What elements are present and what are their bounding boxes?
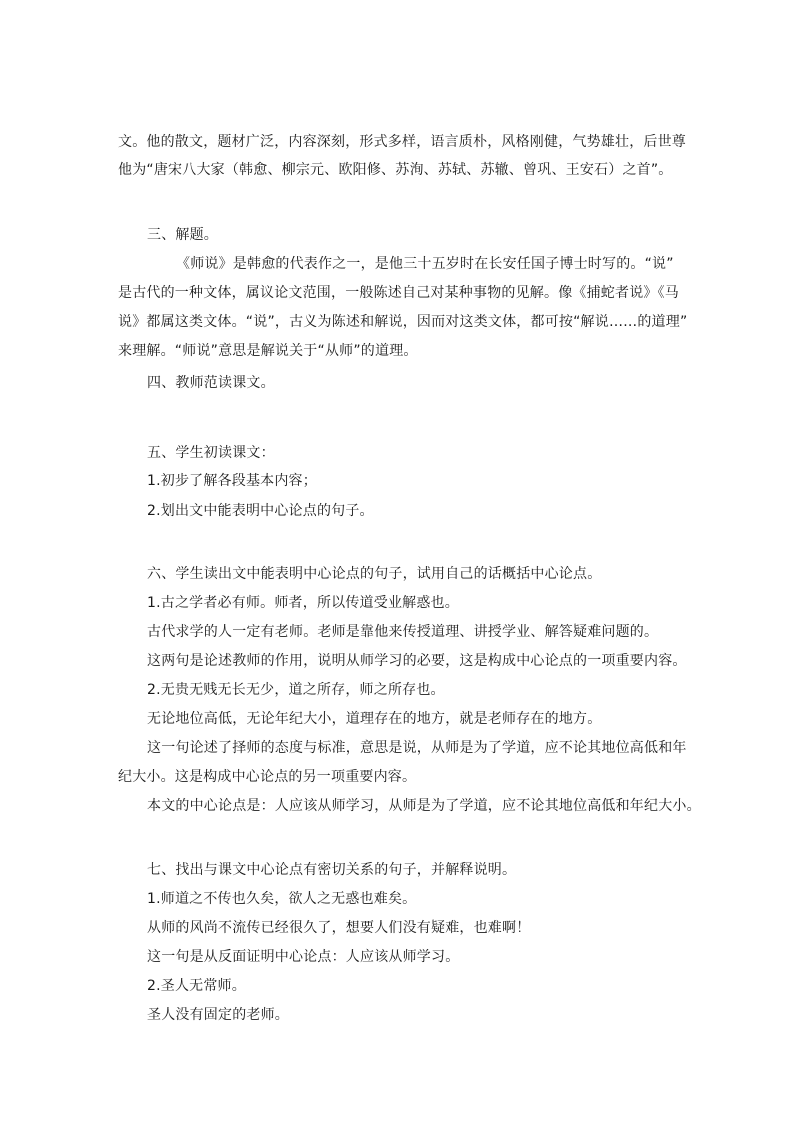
section-6-line-4: 2.无贵无贱无长无少，道之所存，师之所存也。: [147, 682, 445, 698]
section-6-line-3: 这两句是论述教师的作用，说明从师学习的必要，这是构成中心论点的一项重要内容。: [147, 653, 687, 669]
section-6-line-5: 无论地位高低，无论年纪大小，道理存在的地方，就是老师存在的地方。: [147, 711, 602, 727]
section-6-heading: 六、学生读出文中能表明中心论点的句子，试用自己的话概括中心论点。: [147, 566, 602, 582]
section-3-line-1: 《师说》是韩愈的代表作之一，是他三十五岁时在长安任国子博士时写的。“说”: [176, 256, 674, 272]
section-7-line-4: 2.圣人无常师。: [147, 978, 246, 994]
section-6-line-7: 纪大小。这是构成中心论点的另一项重要内容。: [118, 769, 417, 785]
section-5-item-1: 1.初步了解各段基本内容；: [147, 473, 317, 489]
section-4-heading: 四、教师范读课文。: [147, 375, 275, 391]
section-7-line-5: 圣人没有固定的老师。: [147, 1007, 289, 1023]
section-6-line-1: 1.古之学者必有师。师者，所以传道受业解惑也。: [147, 595, 459, 611]
section-7-line-3: 这一句是从反面证明中心论点：人应该从师学习。: [147, 949, 460, 965]
section-3-line-2: 是古代的一种文体，属议论文范围，一般陈述自己对某种事物的见解。像《捕蛇者说》《马: [118, 285, 679, 301]
intro-line-1: 文。他的散文，题材广泛，内容深刻，形式多样，语言质朴，风格刚健，气势雄壮，后世尊: [118, 134, 686, 150]
section-3-line-3: 说》都属这类文体。“说”，古义为陈述和解说，因而对这类文体，都可按“解说……的道理”: [118, 314, 688, 330]
section-7-line-2: 从师的风尚不流传已经很久了，想要人们没有疑难，也难啊！: [147, 920, 531, 936]
section-6-line-8: 本文的中心论点是：人应该从师学习，从师是为了学道，应不论其地位高低和年纪大小。: [147, 798, 701, 814]
section-5-item-2: 2.划出文中能表明中心论点的句子。: [147, 503, 374, 519]
section-3-heading: 三、解题。: [147, 227, 218, 243]
intro-line-2: 他为“唐宋八大家（韩愈、柳宗元、欧阳修、苏洵、苏轼、苏辙、曾巩、王安石）之首”。: [118, 162, 673, 178]
section-6-line-6: 这一句论述了择师的态度与标准，意思是说，从师是为了学道，应不论其地位高低和年: [147, 740, 687, 756]
section-6-line-2: 古代求学的人一定有老师。老师是靠他来传授道理、讲授学业、解答疑难问题的。: [147, 624, 659, 640]
section-3-line-4: 来理解。“师说”意思是解说关于“从师”的道理。: [118, 343, 418, 359]
section-7-line-1: 1.师道之不传也久矣，欲人之无惑也难矣。: [147, 891, 417, 907]
section-7-heading: 七、找出与课文中心论点有密切关系的句子，并解释说明。: [147, 862, 517, 878]
section-5-heading: 五、学生初读课文：: [147, 445, 275, 461]
